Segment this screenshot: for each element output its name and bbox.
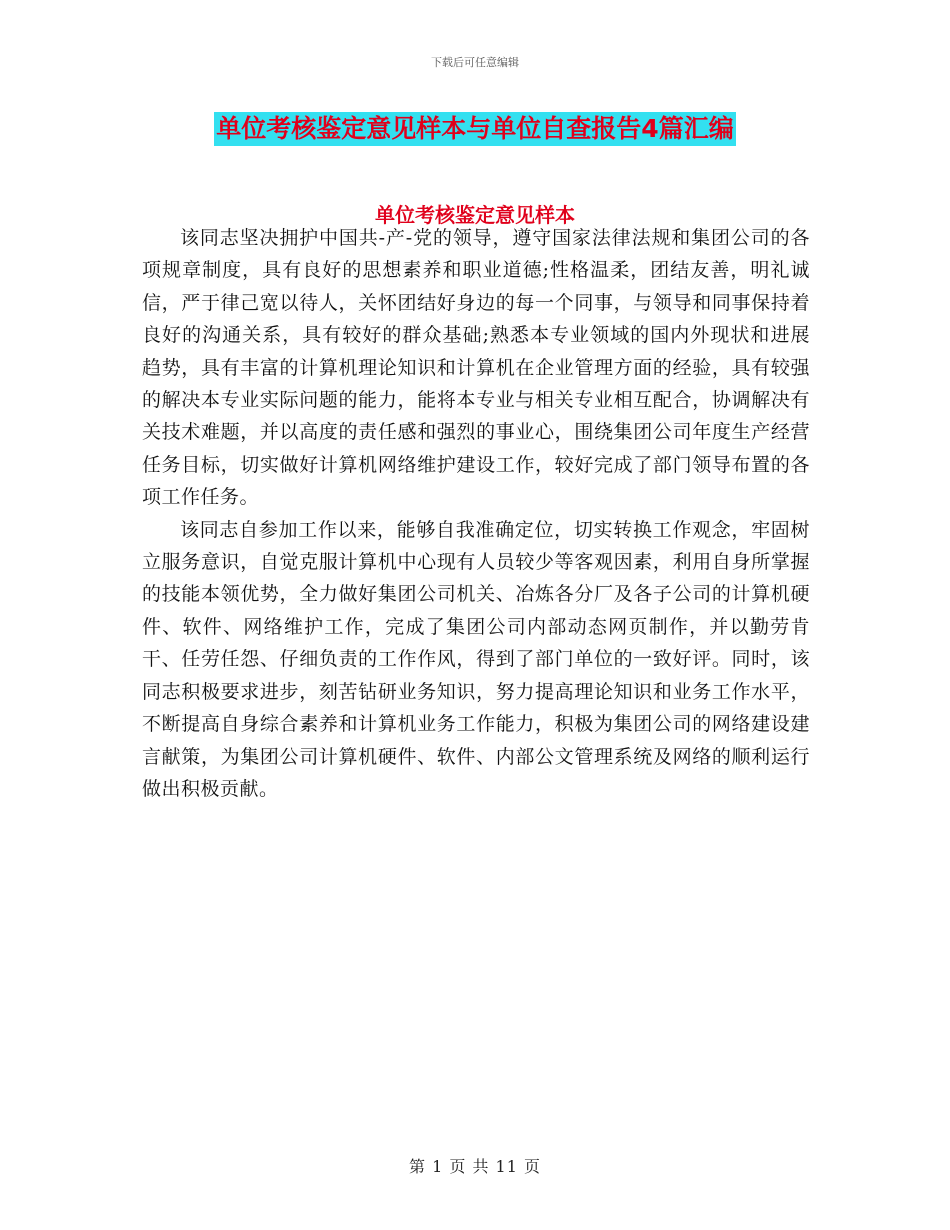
page-number: 第 1 页 共 11 页: [409, 1157, 541, 1176]
document-title-container: [0, 112, 950, 146]
document-title: 单位考核鉴定意见样本与单位自查报告4篇汇编: [214, 112, 735, 146]
paragraph-2: 该同志自参加工作以来，能够自我准确定位，切实转换工作观念，牢固树立服务意识，自觉克服计算机中心现有人员较少等客观因素，利用自身所掌握的技能本领优势，全力做好集团公司机关、冶炼各分厂及各子公司的计算机硬件、软件、网络维护工作，完成了集团公司内部动态网页制作，并以勤劳肯干、任劳任怨、仔细负责的工作作风，得到了部门单位的一致好评。同时，该同志积极要求进步，刻苦钻研业务知识，努力提高理论知识和业务工作水平，不断提高自身综合素养和计算机业务工作能力，积极为集团公司的网络建设建言献策，为集团公司计算机硬件、软件、内部公文管理系统及网络的顺利运行做出积极贡献。: [142, 518, 810, 800]
section-title: 单位考核鉴定意见样本: [375, 203, 575, 227]
paragraph-1: 该同志坚决拥护中国共-产-党的领导，遵守国家法律法规和集团公司的各项规章制度，具有良好的思想素养和职业道德;性格温柔，团结友善，明礼诚信，严于律己宽以待人，关怀团结好身边的每一个同事，与领导和同事保持着良好的沟通关系，具有较好的群众基础;熟悉本专业领域的国内外现状和进展趋势，具有丰富的计算机理论知识和计算机在企业管理方面的经验，具有较强的解决本专业实际问题的能力，能将本专业与相关专业相互配合，协调解决有关技术难题，并以高度的责任感和强烈的事业心，围绕集团公司年度生产经营任务目标，切实做好计算机网络维护建设工作，较好完成了部门领导布置的各项工作任务。: [142, 227, 810, 509]
document-body: [142, 222, 810, 805]
header-note: 下载后可任意编辑: [431, 56, 519, 69]
